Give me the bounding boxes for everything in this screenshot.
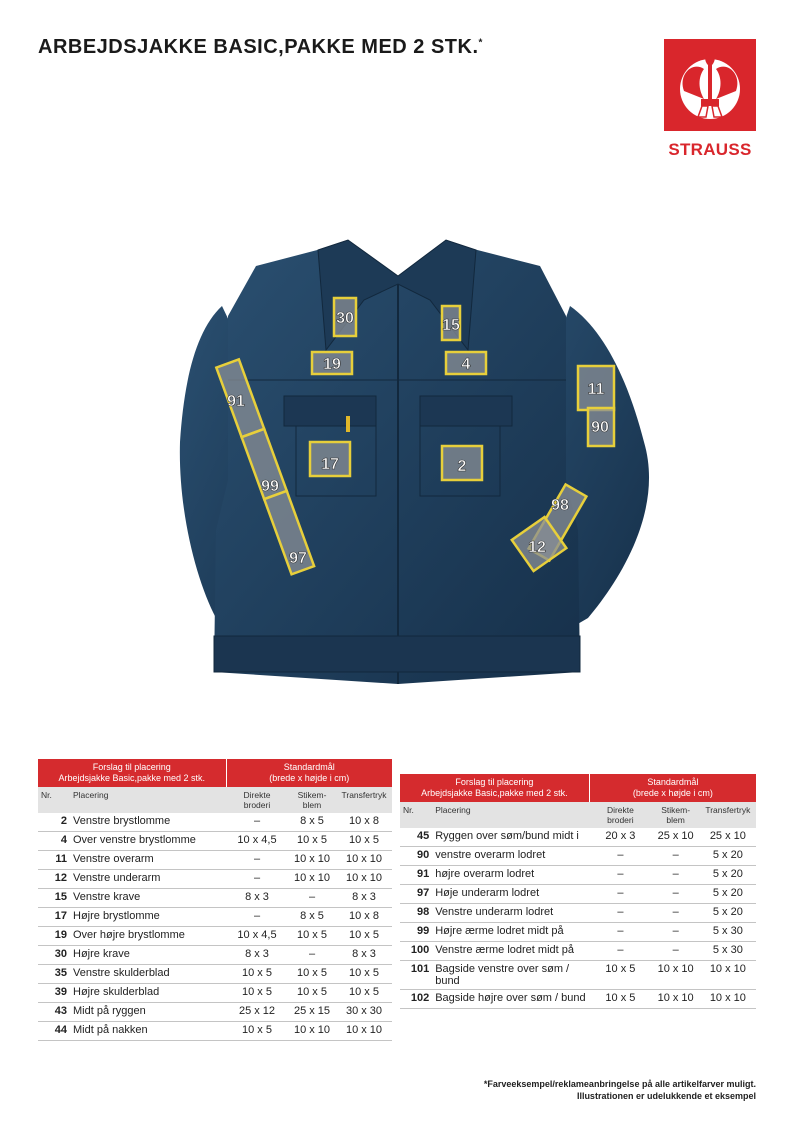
row-transfer: 10 x 8 (336, 813, 392, 832)
footnote (484, 1078, 756, 1102)
table-row (38, 908, 392, 927)
row-stamp: – (652, 923, 700, 942)
row-stamp: – (652, 885, 700, 904)
row-stamp: 25 x 15 (288, 1003, 336, 1022)
col-nr: Nr. (400, 802, 432, 828)
row-stamp: 10 x 5 (288, 832, 336, 851)
badge-11: 11 (587, 381, 605, 398)
row-embroidery: 10 x 5 (589, 990, 651, 1009)
row-stamp: 10 x 5 (288, 965, 336, 984)
row-number: 44 (38, 1022, 70, 1041)
table-row (38, 870, 392, 889)
table-row (38, 1003, 392, 1022)
table-subheader (38, 787, 392, 813)
badge-2: 2 (457, 458, 467, 475)
table-row (400, 990, 756, 1009)
table-row (400, 942, 756, 961)
badge-98: 98 (551, 497, 569, 514)
col-transfer: Transfertryk (700, 802, 756, 828)
row-transfer: 10 x 8 (336, 908, 392, 927)
row-stamp: 8 x 5 (288, 908, 336, 927)
row-transfer: 10 x 5 (336, 832, 392, 851)
footnote-line2: Illustrationen er udelukkende et eksempel (576, 1091, 756, 1101)
row-placement: højre overarm lodret (432, 866, 589, 885)
row-transfer: 10 x 5 (336, 927, 392, 946)
row-stamp: 8 x 5 (288, 813, 336, 832)
row-stamp: 10 x 10 (288, 870, 336, 889)
col-stamp: Stikem- blem (288, 787, 336, 813)
row-number: 35 (38, 965, 70, 984)
placement-title: Forslag til placering Arbejdsjakke Basic,pakke med 2 stk. (38, 759, 226, 787)
row-transfer: 10 x 10 (336, 1022, 392, 1041)
row-transfer: 5 x 20 (700, 866, 756, 885)
table-header-red (400, 774, 756, 802)
row-placement: Midt på nakken (70, 1022, 226, 1041)
row-number: 98 (400, 904, 432, 923)
row-transfer: 10 x 5 (336, 984, 392, 1003)
row-placement: Ryggen over søm/bund midt i (432, 828, 589, 847)
row-number: 91 (400, 866, 432, 885)
row-number: 101 (400, 961, 432, 990)
row-embroidery: – (226, 851, 288, 870)
standard-title: Standardmål (brede x højde i cm) (589, 774, 756, 802)
table-row (400, 961, 756, 990)
row-number: 4 (38, 832, 70, 851)
col-nr: Nr. (38, 787, 70, 813)
row-embroidery: 10 x 4,5 (226, 832, 288, 851)
row-number: 19 (38, 927, 70, 946)
row-number: 39 (38, 984, 70, 1003)
row-placement: Venstre brystlomme (70, 813, 226, 832)
row-transfer: 10 x 10 (700, 961, 756, 990)
row-placement: Højre ærme lodret midt på (432, 923, 589, 942)
row-placement: Venstre ærme lodret midt på (432, 942, 589, 961)
row-transfer: 25 x 10 (700, 828, 756, 847)
row-placement: Over venstre brystlomme (70, 832, 226, 851)
badge-91: 91 (227, 393, 245, 410)
col-embroidery: Direkte broderi (589, 802, 651, 828)
row-embroidery: 10 x 5 (226, 984, 288, 1003)
col-transfer: Transfertryk (336, 787, 392, 813)
row-embroidery: 25 x 12 (226, 1003, 288, 1022)
row-stamp: – (652, 904, 700, 923)
row-number: 11 (38, 851, 70, 870)
row-number: 43 (38, 1003, 70, 1022)
placement-table-left (38, 759, 392, 1041)
table-row (38, 889, 392, 908)
row-transfer: 5 x 20 (700, 885, 756, 904)
row-embroidery: – (226, 870, 288, 889)
col-stamp: Stikem- blem (652, 802, 700, 828)
row-transfer: 10 x 10 (336, 870, 392, 889)
row-number: 100 (400, 942, 432, 961)
row-stamp: – (652, 847, 700, 866)
standard-title: Standardmål (brede x højde i cm) (226, 759, 392, 787)
badge-4: 4 (461, 356, 471, 373)
row-number: 17 (38, 908, 70, 927)
row-embroidery: – (589, 942, 651, 961)
row-embroidery: – (589, 904, 651, 923)
row-stamp: 10 x 10 (288, 1022, 336, 1041)
col-placement: Placering (70, 787, 226, 813)
row-embroidery: – (226, 813, 288, 832)
badge-17: 17 (321, 456, 339, 473)
row-number: 15 (38, 889, 70, 908)
footnote-line1: *Farveeksempel/reklameanbringelse på alle artikelfarver muligt. (483, 1079, 756, 1089)
brand-name: STRAUSS (668, 140, 752, 159)
row-number: 12 (38, 870, 70, 889)
row-placement: Høje underarm lodret (432, 885, 589, 904)
row-placement: Venstre underarm lodret (432, 904, 589, 923)
row-embroidery: 20 x 3 (589, 828, 651, 847)
page-title (38, 36, 483, 59)
row-placement: Højre skulderblad (70, 984, 226, 1003)
placement-table-right (400, 774, 756, 1009)
row-placement: Venstre overarm (70, 851, 226, 870)
table-row (38, 1022, 392, 1041)
row-placement: Over højre brystlomme (70, 927, 226, 946)
row-number: 97 (400, 885, 432, 904)
row-embroidery: 8 x 3 (226, 889, 288, 908)
placement-title: Forslag til placering Arbejdsjakke Basic,pakke med 2 stk. (400, 774, 589, 802)
row-transfer: 30 x 30 (336, 1003, 392, 1022)
table-row (400, 923, 756, 942)
row-transfer: 5 x 20 (700, 904, 756, 923)
row-number: 99 (400, 923, 432, 942)
badge-99: 99 (261, 478, 279, 495)
badge-90: 90 (591, 419, 609, 436)
table-row (400, 828, 756, 847)
badge-19: 19 (323, 356, 341, 373)
table-row (38, 851, 392, 870)
row-stamp: – (288, 946, 336, 965)
row-embroidery: – (589, 847, 651, 866)
badge-97: 97 (289, 550, 307, 567)
strauss-logo (664, 39, 756, 131)
row-placement: Venstre krave (70, 889, 226, 908)
row-number: 102 (400, 990, 432, 1009)
row-placement: Højre brystlomme (70, 908, 226, 927)
title-footnote-mark: * (478, 37, 483, 49)
row-stamp: 10 x 10 (288, 851, 336, 870)
badge-12: 12 (528, 539, 546, 556)
row-stamp: – (652, 866, 700, 885)
row-transfer: 10 x 10 (700, 990, 756, 1009)
row-transfer: 5 x 30 (700, 923, 756, 942)
row-number: 45 (400, 828, 432, 847)
row-stamp: 10 x 5 (288, 927, 336, 946)
table-row (38, 927, 392, 946)
table-row (400, 866, 756, 885)
row-number: 2 (38, 813, 70, 832)
badge-30: 30 (336, 310, 354, 327)
row-embroidery: 10 x 5 (226, 965, 288, 984)
row-placement: Venstre underarm (70, 870, 226, 889)
row-transfer: 10 x 5 (336, 965, 392, 984)
table-row (400, 847, 756, 866)
table-row (38, 946, 392, 965)
row-placement: Midt på ryggen (70, 1003, 226, 1022)
row-placement: venstre overarm lodret (432, 847, 589, 866)
row-embroidery: – (589, 923, 651, 942)
table-row (38, 813, 392, 832)
table-row (400, 885, 756, 904)
row-placement: Bagside højre over søm / bund (432, 990, 589, 1009)
row-transfer: 8 x 3 (336, 889, 392, 908)
title-text: ARBEJDSJAKKE BASIC,PAKKE MED 2 STK. (38, 36, 479, 58)
row-embroidery: – (589, 885, 651, 904)
table-row (38, 965, 392, 984)
col-placement: Placering (432, 802, 589, 828)
jacket-illustration (0, 180, 794, 720)
row-embroidery: 10 x 5 (589, 961, 651, 990)
row-embroidery: 10 x 4,5 (226, 927, 288, 946)
row-embroidery: 8 x 3 (226, 946, 288, 965)
row-stamp: 10 x 10 (652, 990, 700, 1009)
row-transfer: 5 x 30 (700, 942, 756, 961)
row-embroidery: 10 x 5 (226, 1022, 288, 1041)
row-stamp: – (288, 889, 336, 908)
table-row (38, 832, 392, 851)
table-row (400, 904, 756, 923)
row-placement: Venstre skulderblad (70, 965, 226, 984)
row-embroidery: – (226, 908, 288, 927)
row-number: 90 (400, 847, 432, 866)
row-placement: Højre krave (70, 946, 226, 965)
row-stamp: 10 x 5 (288, 984, 336, 1003)
row-stamp: – (652, 942, 700, 961)
table-subheader (400, 802, 756, 828)
badge-15: 15 (442, 317, 460, 334)
row-embroidery: – (589, 866, 651, 885)
row-stamp: 25 x 10 (652, 828, 700, 847)
table-header-red (38, 759, 392, 787)
ostrich-emblem-icon (664, 39, 756, 131)
row-transfer: 8 x 3 (336, 946, 392, 965)
table-row (38, 984, 392, 1003)
row-transfer: 5 x 20 (700, 847, 756, 866)
row-placement: Bagside venstre over søm / bund (432, 961, 589, 990)
row-transfer: 10 x 10 (336, 851, 392, 870)
col-embroidery: Direkte broderi (226, 787, 288, 813)
row-number: 30 (38, 946, 70, 965)
row-stamp: 10 x 10 (652, 961, 700, 990)
